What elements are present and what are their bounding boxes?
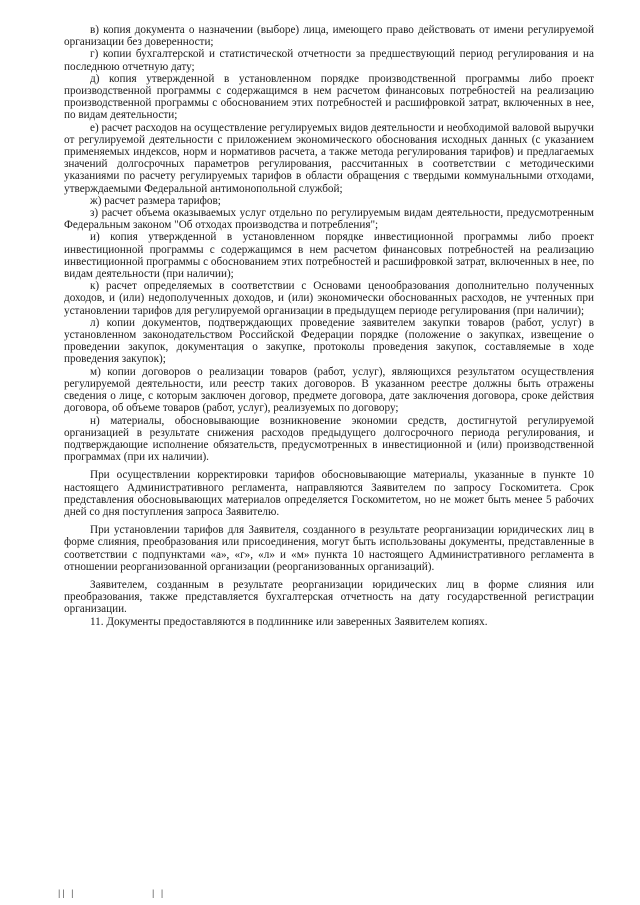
paragraph-item-11: 11. Документы предоставляются в подлиннике или заверенных Заявителем копиях.: [90, 615, 488, 628]
footer-mark-right: | |: [152, 888, 166, 898]
paragraph-l: л) копии документов, подтверждающих проведение заявителем закупки товаров (работ, услуг) в установленном законодательством Российской Федерации порядке (положение о закупках, извещение о проведении закупок, документация о закупке, протоколы проведения закупок, составляемые в ходе проведения закупок);: [64, 316, 594, 366]
paragraph-d: д) копия утвержденной в установленном порядке производственной программы либо проект производственной программы с содержащимся в нем расчетом финансовых потребностей на реализацию производственной программы с обоснованием этих потребностей и расшифровкой затрат, включенных в нее, по видам деятельности;: [64, 72, 594, 122]
paragraph-i: и) копия утвержденной в установленном порядке инвестиционной программы либо проект инвестиционной программы с содержащимся в нем расчетом финансовых потребностей на реализацию инвестиционной программы с обоснованием этих потребностей и расшифровкой затрат, включенных в нее, по видам деятельности (при наличии);: [64, 231, 594, 281]
paragraph-v: в) копия документа о назначении (выборе) лица, имеющего право действовать от имени регулируемой организации без доверенности;: [64, 24, 594, 49]
paragraph-e: е) расчет расходов на осуществление регулируемых видов деятельности и необходимой валовой выручки от регулируемой деятельности с приложением экономического обоснования исходных данных (с указанием применяемых индексов, норм и нормативов расчета, а также метода регулирования тарифов) и предлагаемых значений долгосрочных параметров регулирования, рассчитанных в соответствии с методическими указаниями по расчету регулируемых тарифов в области обращения с твердыми коммунальными отходами, утверждаемыми Федеральной антимонопольной службой;: [64, 121, 594, 195]
paragraph-correction: При осуществлении корректировки тарифов обосновывающие материалы, указанные в пункте 10 настоящего Административного регламента, направляются Заявителем по запросу Госкомитета. Срок представления обосновывающих материалов определяется Госкомитетом, но не может быть менее 5 рабочих дней со дня поступления запроса Заявителю.: [64, 469, 594, 518]
paragraph-g: г) копии бухгалтерской и статистической отчетности за предшествующий период регулирования и на последнюю отчетную дату;: [64, 48, 594, 73]
paragraph-reporting: Заявителем, созданным в результате реорганизации юридических лиц в форме слияния или преобразования, также представляется бухгалтерская отчетность на дату государственной регистрации организации.: [64, 578, 594, 616]
footer-mark-left: || |: [58, 888, 76, 898]
paragraph-zh: ж) расчет размера тарифов;: [90, 194, 221, 207]
paragraph-n: н) материалы, обосновывающие возникновение экономии средств, достигнутой регулируемой организацией в результате снижения расходов предыдущего долгосрочного периода регулирования, и подтверждающие исполнение обязательств, предусмотренных в инвестиционной и (или) производственной программах (при их наличии).: [64, 414, 594, 464]
paragraph-reorganization: При установлении тарифов для Заявителя, созданного в результате реорганизации юридических лиц в форме слияния, преобразования или присоединения, могут быть использованы документы, представленные в соответствии с подпунктами «а», «г», «л» и «м» пункта 10 настоящего Административного регламента в отношении реорганизованной организации (реорганизованных организаций).: [64, 524, 594, 573]
paragraph-z: з) расчет объема оказываемых услуг отдельно по регулируемым видам деятельности, предусмотренным Федеральным законом "Об отходах производства и потребления";: [64, 207, 594, 232]
document-body: [64, 24, 594, 628]
paragraph-m: м) копии договоров о реализации товаров (работ, услуг), являющихся результатом осуществления регулируемой деятельности, или реестр таких договоров. В указанном реестре должны быть отражены сведения о лице, с которым заключен договор, предмете договора, дате заключения договора, сроке действия договора, об объеме товаров (работ, услуг), реализуемых по договору;: [64, 365, 594, 415]
paragraph-k: к) расчет определяемых в соответствии с Основами ценообразования дополнительно полученных доходов, и (или) недополученных доходов, и (или) экономически обоснованных расходов, не учтенных при установлении тарифов для регулируемой организации в предыдущем периоде регулирования (при наличии);: [64, 280, 594, 317]
